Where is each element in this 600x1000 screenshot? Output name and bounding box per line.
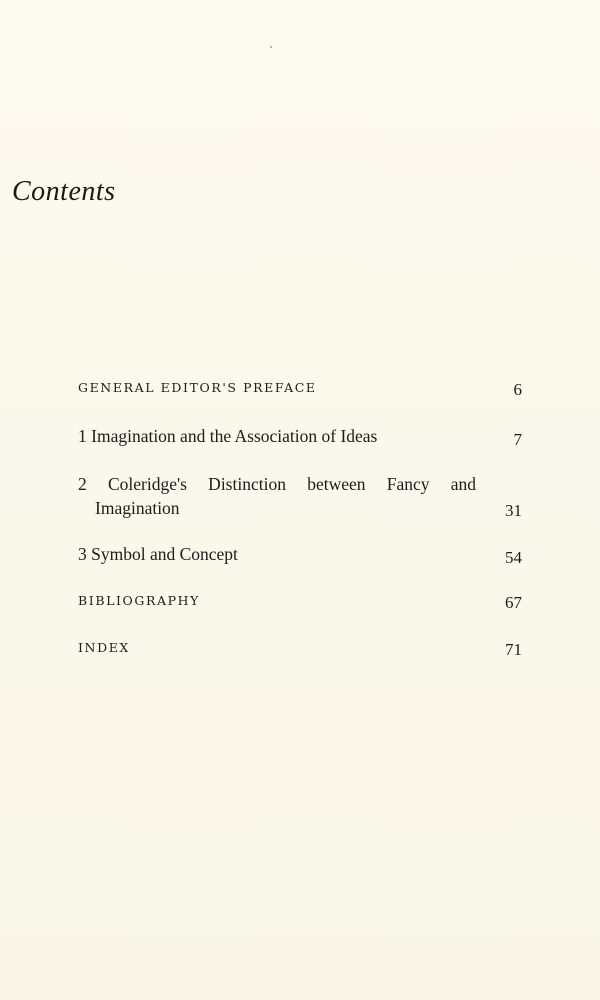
toc-entry-label: 1 Imagination and the Association of Ideas [78, 426, 378, 446]
toc-entry-chapter-2[interactable] [78, 474, 522, 522]
toc-entry-label: BIBLIOGRAPHY [78, 593, 200, 608]
toc-entry-label-line2: Imagination [95, 498, 180, 518]
toc-entry-label-line1: 2 Coleridge's Distinction between Fancy and [78, 474, 476, 494]
toc-entry-label: GENERAL EDITOR'S PREFACE [78, 380, 317, 395]
toc-page-number: 71 [505, 640, 522, 659]
toc-entry-bibliography[interactable] [78, 593, 522, 617]
toc-page-number: 31 [505, 501, 522, 520]
toc-entry-chapter-3[interactable] [78, 544, 522, 568]
toc-entry-label: 3 Symbol and Concept [78, 544, 238, 564]
toc-entry-index[interactable] [78, 640, 522, 664]
paper-speck [270, 46, 272, 48]
toc-page-number: 7 [513, 430, 522, 449]
toc-page-number: 6 [513, 380, 522, 399]
toc-entry-preface[interactable] [78, 380, 522, 404]
contents-heading: Contents [12, 176, 116, 207]
toc-page-number: 54 [505, 548, 522, 567]
toc-entry-label: INDEX [78, 640, 130, 655]
toc-page-number: 67 [505, 593, 522, 612]
toc-entry-chapter-1[interactable] [78, 426, 522, 450]
